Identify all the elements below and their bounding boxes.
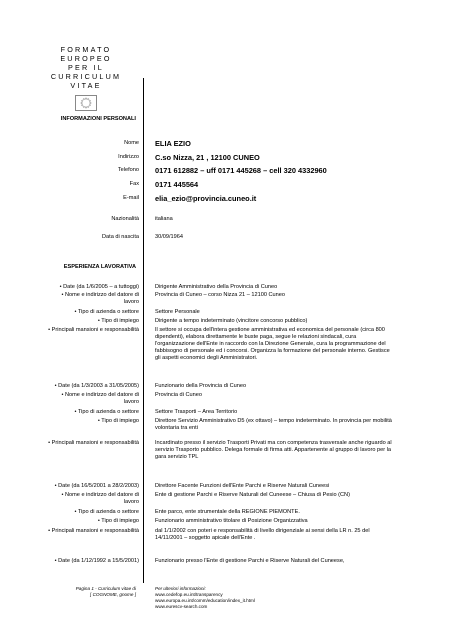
value-nascita: 30/09/1964 [155,234,183,240]
label-fax: Fax [129,181,139,187]
column-divider [143,78,144,583]
exp-3-duties-label: • Principali mansioni e responsabilità [48,528,139,534]
value-fax: 0171 445564 [155,180,199,189]
label-datore: • Nome e indirizzo del datore di [61,392,139,398]
exp-3-sector-label: • Tipo di azienda o settore [74,509,139,515]
exp-3-employer-label [29,492,139,506]
exp-3-duties-line: 14/11/2001 – soggetto apicale dell'Ente . [155,535,256,541]
exp-3-sector: Ente parco, ente strumentale della REGIONE PIEMONTE. [155,509,300,515]
exp-2-duties-line: servizio Trasporto pubblico. Delega formale di firma atti. Appartenente al gruppo di lavoro per la [155,447,391,453]
exp-2-employer-label [29,392,139,406]
footer-more-info: Per ulteriori informazioni: [155,586,206,591]
label-indirizzo: Indirizzo [118,154,139,160]
label-nome: Nome [124,140,139,146]
exp-2-sector-label: • Tipo di azienda o settore [74,409,139,415]
exp-4-role: Funzionario presso l'Ente di gestione Parchi e Riserve Naturali del Cuneese, [155,558,345,564]
exp-2-role: Funzionario della Provincia di Cuneo [155,383,247,389]
exp-1-type-label: • Tipo di impiego [97,318,139,324]
exp-3-type: Funzionario amministrativo titolare di Posizione Organizzativa [155,518,308,524]
exp-1-duties-line: dipendenti), elabora direttamente le buste paga, segue le relazioni sindacali, cura [155,334,357,340]
value-nome: ELIA EZIO [155,139,191,148]
exp-3-role: Direttore Facente Funzioni dell'Ente Parchi e Riserve Naturali Cuneesi [155,483,330,489]
footer-name-placeholder: [ COGNOME, gnome ] [90,592,136,597]
exp-4-date: • Date (da 1/12/1992 a 15/5/2001) [54,558,139,564]
exp-2-employer: Provincia di Cuneo [155,392,202,398]
value-telefono: 0171 612882 – uff 0171 445268 – cell 320 4332960 [155,166,327,175]
value-nazionalita: italiana [155,216,173,222]
exp-1-duties-line: l'organizzazione dell'Ente in raccordo con la Direzione Generale, cura la programmazione del [155,341,386,347]
exp-3-date: • Date (da 16/5/2001 a 28/2/2003) [54,483,139,489]
footer-link[interactable]: www.europa.eu.int/comm/education/index_it.html [155,598,255,603]
exp-1-duties [155,327,415,362]
footer-link[interactable]: www.eurescv-search.com [155,604,208,609]
label-nascita: Data di nascita [101,234,139,240]
label-datore: • Nome e indirizzo del datore di [61,292,139,298]
header-line-3: VITAE [70,81,102,90]
label-datore: • Nome e indirizzo del datore di [61,492,139,498]
section-experience: ESPERIENZA LAVORATIVA [63,264,136,270]
exp-2-date: • Date (da 1/3/2003 a 31/05/2005) [54,383,139,389]
exp-2-type-label: • Tipo di impiego [97,418,139,424]
exp-1-duties-line: Il settore si occupa dell'intera gestione amministrativa ed economica del personale (circa 800 [155,327,385,333]
header-line-1: FORMATO EUROPEO [60,45,112,63]
footer-link[interactable]: www.cedefop.eu.int/transparency [155,592,223,597]
eu-flag-icon [75,95,97,111]
exp-2-type-line: volontaria tra enti [155,425,198,431]
exp-3-duties [155,528,415,542]
label-lavoro: lavoro [123,399,139,405]
exp-1-sector-label: • Tipo di azienda o settore [74,309,139,315]
exp-1-date: • Date (da 1/6/2005 – a tuttoggi) [59,284,139,290]
exp-1-employer: Provincia di Cuneo – corso Nizza 21 – 12100 Cuneo [155,292,285,298]
exp-1-type: Dirigente a tempo indeterminato (vincitore concorso pubblico) [155,318,308,324]
exp-2-duties-label: • Principali mansioni e responsabilità [48,440,139,446]
label-telefono: Telefono [117,167,139,173]
footer-page-number: Pagina 1 - Curriculum vitae di [75,586,136,591]
eu-stars-icon [76,96,96,110]
exp-2-duties [155,440,415,461]
value-indirizzo: C.so Nizza, 21 , 12100 CUNEO [155,153,260,162]
cv-header [36,45,136,111]
exp-1-duties-line: gli aspetti economici degli Amministratori. [155,355,258,361]
label-lavoro: lavoro [123,499,139,505]
label-email: E-mail [123,195,139,201]
exp-1-sector: Settore Personale [155,309,200,315]
footer-page-info [60,586,136,598]
header-line-2: PER IL CURRICULUM [50,63,122,81]
label-nazionalita: Nazionalità [111,216,139,222]
exp-1-duties-line: fabbisogno di personale ed i concorsi. Organizza la formazione del personale interno. Gestisce [155,348,390,354]
exp-3-employer: Ente di gestione Parchi e Riserve Naturali del Cuneese – Chiusa di Pesio (CN) [155,492,350,498]
exp-2-type [155,418,415,432]
exp-3-type-label: • Tipo di impiego [97,518,139,524]
footer-links [155,586,355,610]
section-personal-info: INFORMAZIONI PERSONALI [60,116,136,122]
label-lavoro: lavoro [123,299,139,305]
exp-1-role: Dirigente Amministrativo della Provincia di Cuneo [155,284,278,290]
exp-1-employer-label [29,292,139,306]
exp-2-sector: Settore Trasporti – Area Territorio [155,409,238,415]
exp-1-duties-label: • Principali mansioni e responsabilità [48,327,139,333]
exp-2-type-line: Direttore Servizio Amministrativo D5 (ex ottavo) – tempo indeterminato. In provincia per mobilità [155,418,392,424]
exp-2-duties-line: Incardinato presso il servizio Trasporti Privati ma con competenza trasversale anche riguardo al [155,440,392,446]
exp-2-duties-line: gara servizio TPL [155,454,199,460]
value-email[interactable]: elia_ezio@provincia.cuneo.it [155,194,257,203]
exp-3-duties-line: dal 1/1/2002 con poteri e responsabilità di livello dirigenziale ai sensi della LR n. 25 del [155,528,370,534]
